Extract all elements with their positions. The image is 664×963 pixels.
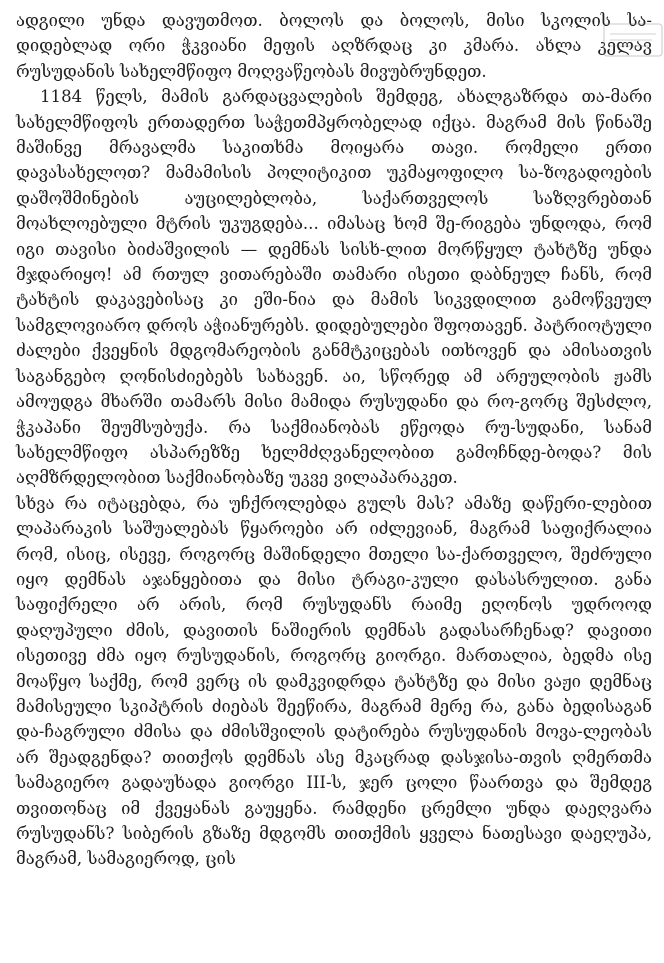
library-stamp [602,20,664,60]
paragraph-continuation: ადგილი უნდა დავუთმოთ. ბოლოს და ბოლოს, მისი სკოლის სა-დიდებლად ორი ჭკვიანი მეფის აღზრდაც კი კმარა. ახლა კელავ რუსუდანის სახელმწიფო მოღვაწეობას მივუბრუნდეთ. [16,11,652,81]
library-stamp-graphic [602,20,664,60]
paragraph-rusudan-reflection: სხვა რა იტაცებდა, რა უჩქროლებდა გულს მას? ამაზე დაწერი-ლებით ლაპარაკის საშუალებას წყაროები არ იძლევიან, მაგრამ საფიქრალია რომ, ისიც, ისევე, როგორც მაშინდელი მთელი სა-ქართველო, შეძრული იყო დემნას აჯანყებითა და მისი ტრაგი-კული დასასრულით. განა საფიქრელი არ არის, რომ რუსუდანს რაიმე ეღონოს უდროოდ დაღუპული ძმის, დავითის ნაშიერის დემნას გადასარჩენად? დავითი ისეთივე ძმა იყო რუსუდანის, როგორც გიორგი. მართალია, ბედმა ისე მოაწყო საქმე, რომ ვერც ის დამკვიდრდა ტახტზე და მისი ვაჟი დემნაც მამისეული სკიპტრის ძიებას შეეწირა, მაგრამ მერე რა, განა ბედისაგან და-ჩაგრული ძმისა და ძმისშვილის დატირება რუსუდანის მოვა-ლეობას არ შეადგენდა? თითქოს დემნას ასე მკაცრად დასჯისა-თვის ღმერთმა სამაგიერო გადაუხადა გიორგი III-ს, ჯერ ცოლი წაართვა და შემდეგ თვითონაც იმ ქვეყანას გაუყენა. რამდენი ცრემლი უნდა დაეღვარა რუსუდანს? სიბერის გზაზე მდგომს თითქმის ყველა ნათესავი დაეღუპა, მაგრამ, სამაგიეროდ, ცის [16,493,652,869]
paragraph-tamar-accession: 1184 წელს, მამის გარდაცვალების შემდეგ, ახალგაზრდა თა-მარი სახელმწიფოს ერთადერთ საჭეთმპყრობელად იქცა. მაგრამ მის წინაშე მაშინვე მრავალმა საკითხმა მოიყარა თავი. რომელი ერთი დავასახელოთ? მამამისის პოლიტიკით უკმაყოფილო სა-ზოგადოების დაშოშმინების აუცილებლობა, საქართველოს საზღვრებთან მოახლოებული მტრის უკუგდება... იმასაც ხომ შე-რიგება უნდოდა, რომ იგი თავისი ბიძაშვილის — დემნას სისხ-ლით მორწყულ ტახტზე უნდა მჯდარიყო! ამ რთულ ვითარებაში თამარი ისეთი დაბნეულ ჩანს, რომ ტახტის დაკავებისაც კი ეში-ნია და მამის სიკვდილით გამოწვეულ სამგლოვიარო დროს აჭიანურებს. დიდებულები შფოთავენ. პატრიოტული ძალები ქვეყნის მდგომარეობის განმტკიცებას ითხოვენ და ამისათვის საგანგებო ღონისძიებებს სახავენ. აი, სწორედ ამ არეულობის ჟამს ამოუდგა მხარში თამარს მისი მამიდა რუსუდანი და რო-გორც შესძლო, ჭკაპანი შეუმსუბუქა. რა საქმიანობას ეწეოდა რუ-სუდანი, სანამ სახელმწიფო ასპარეზზე ხელმძღვანელობით გამოჩნდე-ბოდა? მის აღმზრდელობით საქმიანობაზე უკვე ვილაპარაკეთ. [16,87,652,488]
